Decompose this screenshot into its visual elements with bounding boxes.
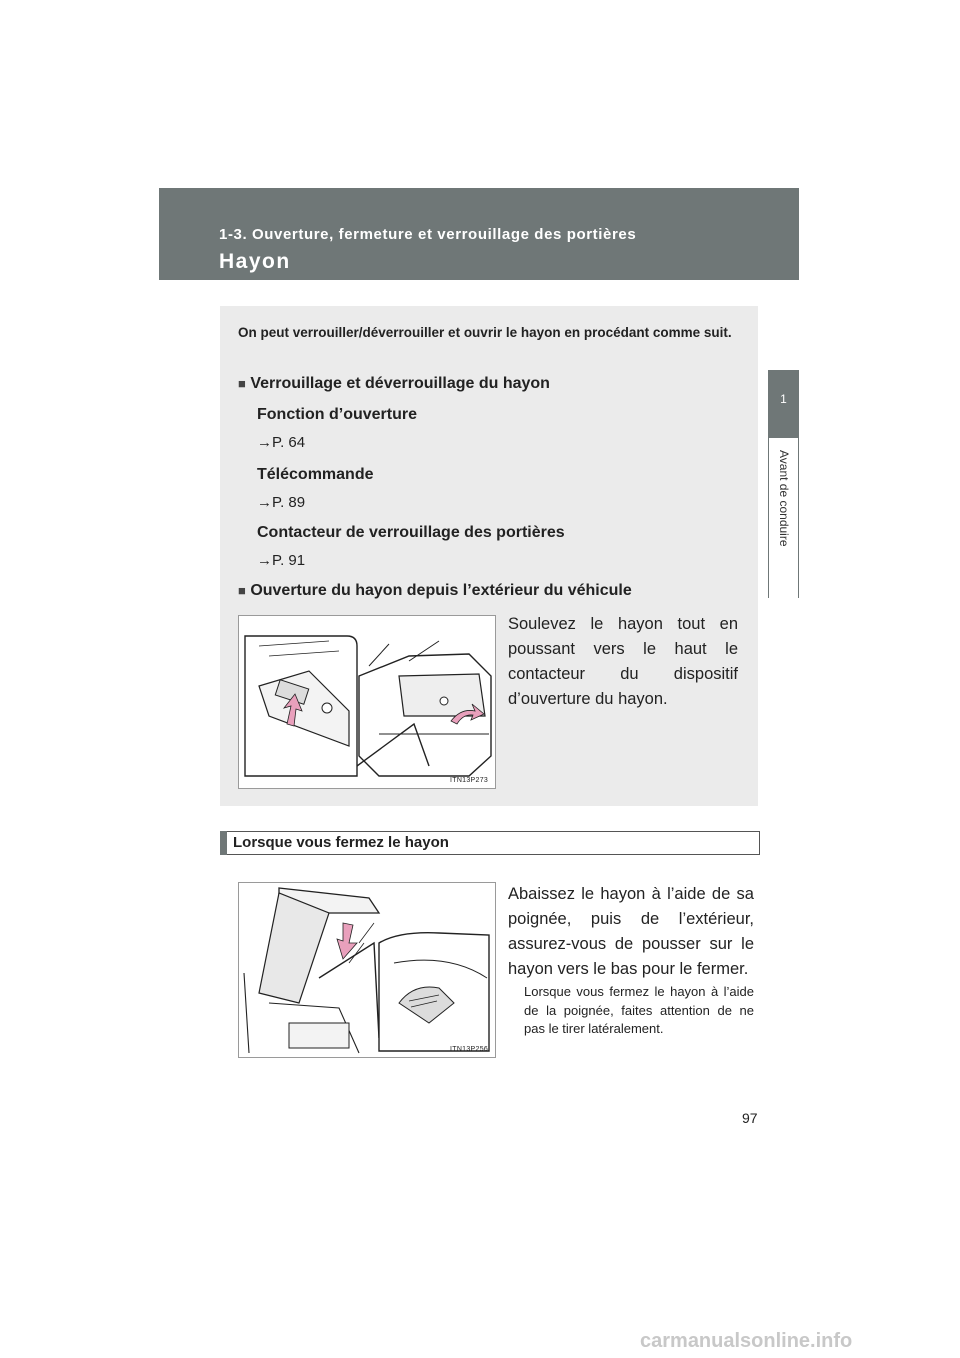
figure-code: ITN13P256: [450, 1046, 489, 1053]
section-bar-accent: [220, 831, 227, 855]
item-label-opener: Fonction d’ouverture: [257, 406, 417, 423]
chapter-number: 1: [780, 392, 787, 406]
open-description: Soulevez le hayon tout en poussant vers le haut le contacteur du dispositif d’ouverture du hayon.: [508, 615, 738, 708]
item-ref-remote: →P. 89: [257, 494, 306, 511]
item-label-door-lock-switch: Contacteur de verrouillage des portières: [257, 524, 565, 541]
illustration-closing-back-door: [239, 883, 495, 1057]
item-ref-door-lock-switch: →P. 91: [257, 552, 306, 569]
intro-text: On peut verrouiller/déverrouiller et ouvrir le hayon en procédant comme suit.: [238, 325, 732, 340]
section-label: 1-3. Ouverture, fermeture et verrouillage des portières: [219, 226, 637, 243]
chapter-label: Avant de conduire: [777, 450, 791, 547]
page-title: Hayon: [219, 250, 291, 273]
page-number: 97: [742, 1110, 758, 1126]
heading-lock-unlock: [238, 375, 550, 393]
heading-open-outside-text: Ouverture du hayon depuis l’extérieur du véhicule: [250, 582, 632, 599]
closing-description: Abaissez le hayon à l’aide de sa poignée, puis de l’extérieur, assurez-vous de pousser sur le hayon vers le bas pour le fermer.: [508, 885, 754, 978]
illustration-back-door-switch: [239, 616, 495, 788]
square-bullet-icon: ■: [238, 583, 246, 598]
item-label-remote: Télécommande: [257, 466, 374, 483]
figure-closing-back-door: [238, 882, 496, 1058]
heading-open-outside: [238, 582, 632, 600]
closing-note: Lorsque vous fermez le hayon à l’aide de la poignée, faites attention de ne pas le tirer latéralement.: [524, 984, 754, 1036]
square-bullet-icon: ■: [238, 376, 246, 391]
item-ref-opener: →P. 64: [257, 434, 306, 451]
figure-code: ITN13P273: [450, 777, 489, 784]
figure-back-door-opener: [238, 615, 496, 789]
heading-lock-unlock-text: Verrouillage et déverrouillage du hayon: [250, 375, 550, 392]
watermark: carmanualsonline.info: [640, 1330, 853, 1352]
section-title-closing: Lorsque vous fermez le hayon: [233, 834, 449, 851]
